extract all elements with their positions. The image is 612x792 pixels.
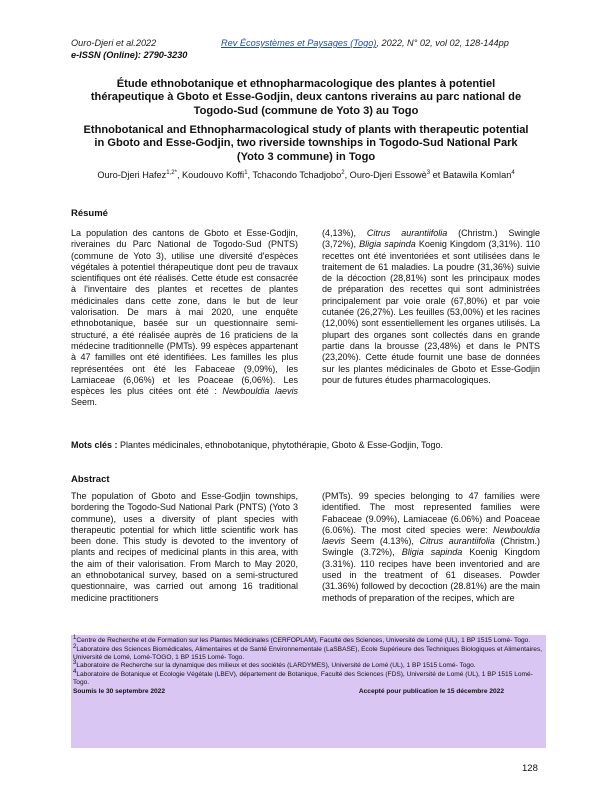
- submission-dates: [73, 688, 544, 696]
- journal-link[interactable]: Rev Écosystèmes et Paysages (Togo): [221, 38, 377, 48]
- species-name: Bligia sapinda: [359, 239, 416, 250]
- resume-column-right: (4,13%), Citrus aurantiifolia (Christm.) Swingle (3,72%), Bligia sapinda Koenig Kingdom (3,31%). 110 recettes ont été inventoriées et sont utilisées dans le traitement de 61 maladies. La poudre (31,36%) suivie de la décoction (28,81%) sont les principaux modes de préparation des recettes qui sont administrées principalement par voie orale (67,80%) et par voie cutanée (26,27%). Les feuilles (53,00%) et les racines (12,00%) sont essentiellement les organes utilisés. La plupart des organes sont collectés dans en grande partie dans la brousse (23,48%) et dans le PNTS (23,20%). Cette étude fournit une base de données sur les plantes médicinales de Gboto et Esse-Godjin pour de futures études pharmacologiques.: [322, 228, 540, 385]
- author-name: Ouro-Djeri Essowè: [349, 170, 427, 180]
- resume-column-left: La population des cantons de Gboto et Esse-Godjin, riveraines du Parc National de Togodo-Sud (PNTS) (commune de Yoto 3), utilise une diversité d'espèces végétales à potentiel thérapeutique dont peu de travaux scientifiques ont été réalisés. Cette étude est consacrée à l'inventaire des plantes et recettes de plantes médicinales dans cette zone, dans le but de leur valorisation. De mars à mai 2020, une enquête ethnobotanique, basée sur un questionnaire semi-structuré, a été réalisée auprès de 16 praticiens de la médecine traditionnelle (PMTs). 99 espèces appartenant à 47 familles ont été identifiées. Les familles les plus représentées ont été les Fabaceae (9,09%), les Lamiaceae (6,06%) et les Poaceae (6,06%). Les espèces les plus citées ont été : Newbouldia laevis Seem.: [71, 228, 298, 408]
- author-affiliation-mark: 1,2*: [166, 169, 177, 176]
- author-name: Ouro-Djeri Hafez: [97, 170, 167, 180]
- resume-heading: Résumé: [71, 208, 108, 219]
- keywords-label: Mots clés :: [71, 440, 121, 450]
- journal-citation: , 2022, N° 02, vol 02, 128-144pp: [376, 38, 509, 48]
- accepted-date: Accepté pour publication le 15 décembre 2022: [358, 688, 504, 696]
- keywords-line: [71, 440, 443, 450]
- species-name: Bligia sapinda: [401, 547, 463, 558]
- species-name: Citrus aurantiifolia: [419, 536, 495, 547]
- author-name: Batawila Komlan: [442, 170, 512, 180]
- title-french: Étude ethnobotanique et ethnopharmacologique des plantes à potentiel thérapeutique à Gboto et Esse-Godjin, deux cantons riverains au parc national de Togodo-Sud (commune de Yoto 3) au Togo: [90, 78, 522, 117]
- submitted-date: Soumis le 30 septembre 2022: [73, 688, 165, 696]
- affiliation-note: $^3$Laboratoire de Recherche sur la dynamique des milieux et des sociétés (LARDYMES), Université de Lomé (UL), 1 BP 1515 Lomé- Togo.: [73, 660, 476, 670]
- affiliation-note: $^2$Laboratoire des Sciences Biomédicales, Alimentaires et de Santé Environnementale (LaSBASE), Ecole Supérieure des Techniques Biologiques et Alimentaires, Université de Lomé, Lomé-TOGO, 1 BP 1515 Lomé- Togo.: [73, 643, 543, 661]
- abstract-column-left: The population of Gboto and Esse-Godjin townships, bordering the Togodo-Sud National Park (PNTS) (Yoto 3 commune), uses a diversity of plant species with therapeutic potential for which little scientific work has been done. This study is devoted to the inventory of plants and recipes of medicinal plants in this area, with the aim of their valorisation. From March to May 2020, an ethnobotanical survey, based on a semi-structured questionnaire, was carried out among 16 traditional medicine practitioners: [71, 491, 298, 603]
- keywords-text: Plantes médicinales, ethnobotanique, phytothérapie, Gboto & Esse-Godjin, Togo.: [120, 440, 444, 450]
- species-name: Citrus aurantiifolia: [366, 228, 448, 238]
- author-affiliation-mark: 4: [511, 169, 515, 176]
- abstract-heading: Abstract: [71, 474, 110, 485]
- species-name: Newbouldia laevis: [222, 386, 298, 397]
- species-name: Newbouldia laevis: [322, 524, 540, 547]
- affiliation-note: $^1$Centre de Recherche et de Formation sur les Plantes Médicinales (CERFOPLAM), Faculté des Sciences, Université de Lomé (UL), 1 BP 1515 Lomé- Togo.: [73, 634, 531, 644]
- author-list: Ouro-Djeri Hafez$^{1,2*}$, Koudouvo Koffi$^1$, Tchacondo Tchadjobo$^2$, Ouro-Djeri Essowè$^3$ et Batawila Komlan$^4$: [97, 169, 515, 180]
- author-affiliation-mark: 2: [341, 169, 345, 176]
- author-name: Tchacondo Tchadjobo: [252, 170, 342, 180]
- issn: e-ISSN (Online): 2790-3230: [71, 50, 188, 60]
- page-number: 128: [522, 763, 538, 774]
- running-header-authors: Ouro-Djeri et al.2022: [71, 38, 157, 48]
- affiliation-note: $^4$Laboratoire de Botanique et Ecologie Végétale (LBEV), département de Botanique, Faculté des Sciences (FDS), Université de Lomé (UL), 1 BP 1515 Lomé- Togo.: [73, 668, 533, 686]
- author-affiliation-mark: 3: [426, 169, 431, 176]
- title-english: Ethnobotanical and Ethnopharmacological study of plants with therapeutic potential in Gboto and Esse-Godjin, two riverside townships in Togodo-Sud National Park (Yoto 3 commune) in Togo: [83, 124, 529, 163]
- affiliations-box: [71, 635, 546, 748]
- author-name: Koudouvo Koffi: [182, 170, 245, 180]
- author-affiliation-mark: 1: [244, 169, 248, 176]
- running-header-journal: [221, 38, 509, 48]
- abstract-column-right: (PMTs). 99 species belonging to 47 families were identified. The most represented families were Fabaceae (9.09%), Lamiaceae (6.06%) and Poaceae (6.06%). The most cited species were: Newbouldia laevis Seem (4.13%), Citrus aurantiifolia (Christm.) Swingle (3.72%), Bligia sapinda Koenig Kingdom (3.31%). 110 recipes have been inventoried and are used in the treatment of 61 diseases. Powder (31.36%) followed by decoction (28.81%) are the main methods of preparation of the recipes, which are: [322, 491, 541, 603]
